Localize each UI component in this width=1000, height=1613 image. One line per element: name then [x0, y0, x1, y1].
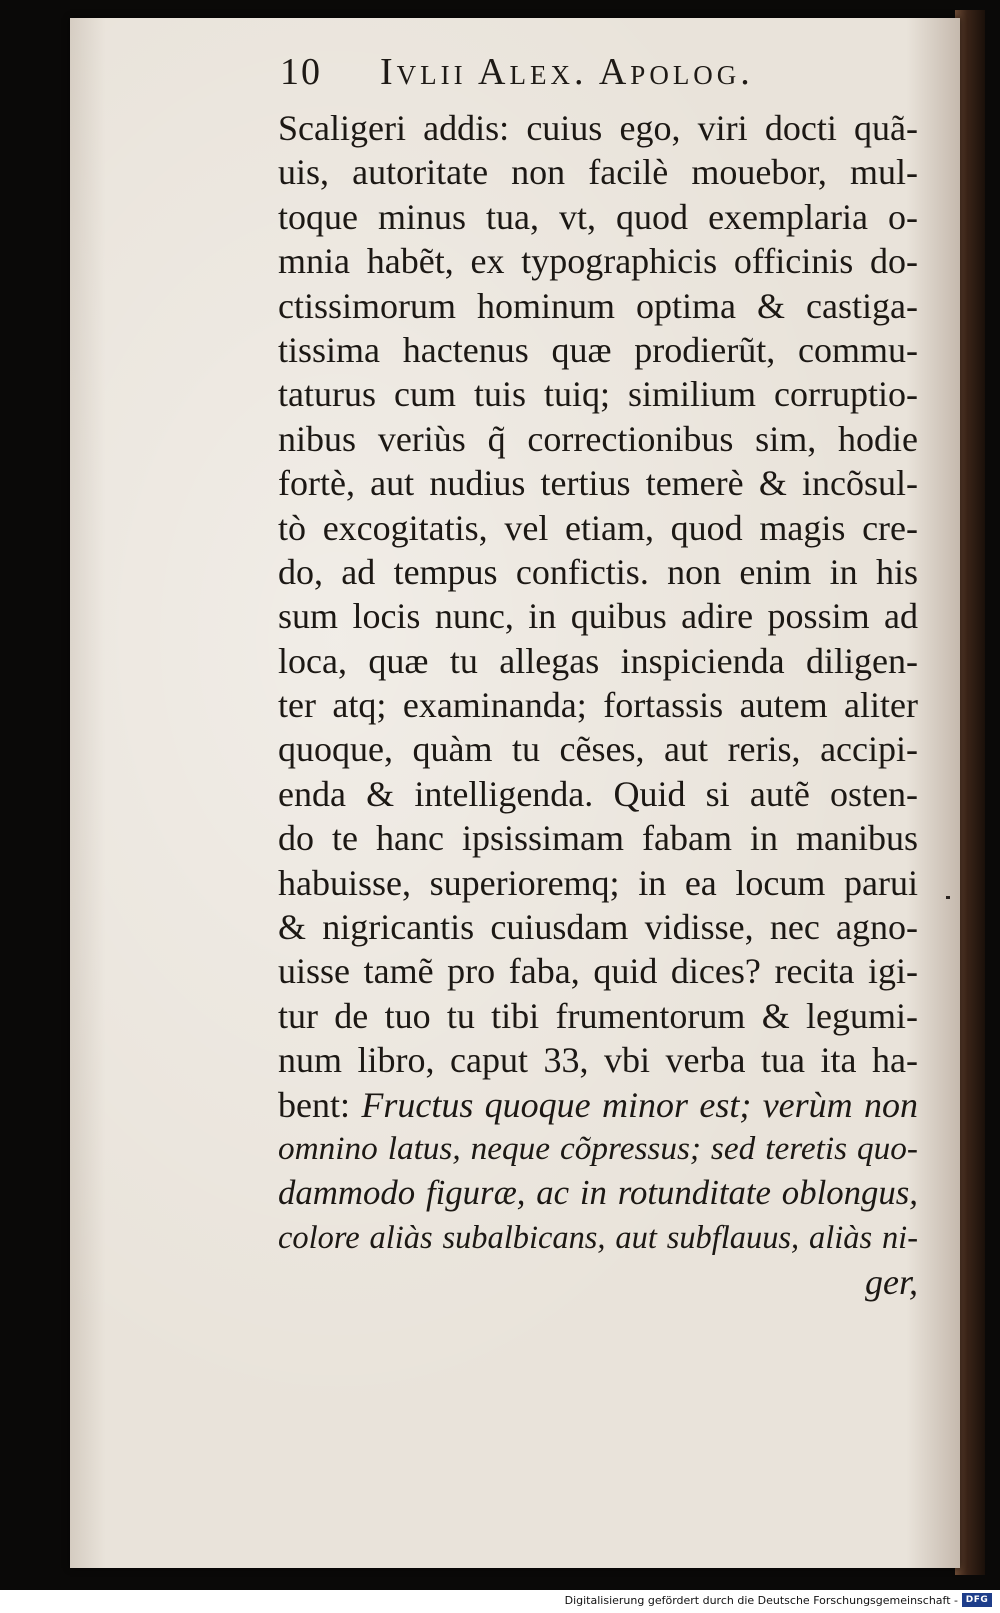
text-line: tò excogitatis, vel etiam, quod magis cre- — [278, 507, 918, 548]
margin-mark — [946, 896, 950, 899]
text-line: colore aliàs subalbicans, aut subflauus, aliàs ni- — [278, 1219, 918, 1256]
text-run: bent: — [278, 1084, 362, 1125]
text-line: sum locis nunc, in quibus adire possim ad — [278, 596, 918, 637]
text-line: loca, quæ tu allegas inspicienda diligen- — [278, 640, 918, 681]
text-line: ter atq; examinanda; fortassis autem aliter — [278, 685, 918, 726]
running-title: Ivlii Alex. Apolog. — [380, 51, 754, 93]
text-line: dammodo figuræ, ac in rotunditate oblongus, — [278, 1173, 918, 1213]
text-line: taturus cum tuis tuiq; similium corruptio- — [278, 374, 918, 415]
text-line: do te hanc ipsissimam fabam in manibus — [278, 818, 918, 859]
text-line: fortè, aut nudius tertius temerè & incõsul- — [278, 463, 918, 504]
text-line: omnino latus, neque cõpressus; sed teretis quo- — [278, 1129, 918, 1167]
text-line: habuisse, superioremq; in ea locum parui — [278, 862, 918, 903]
text-line: Scaligeri addis: cuius ego, viri docti quã- — [278, 108, 918, 148]
text-line — [278, 1083, 918, 1127]
text-line: enda & intelligenda. Quid si autẽ osten- — [278, 773, 918, 814]
text-line: nibus veriùs q̃ correctionibus sim, hodie — [278, 418, 918, 459]
text-line: & nigricantis cuiusdam vidisse, nec agno- — [278, 907, 918, 948]
text-line: toque minus tua, vt, quod exemplaria o- — [278, 196, 918, 237]
text-line: tissima hactenus quæ prodierũt, commu- — [278, 329, 918, 370]
dfg-logo: DFG — [962, 1593, 992, 1607]
text-line: do, ad tempus confictis. non enim in his — [278, 551, 918, 592]
text-line: tur de tuo tu tibi frumentorum & legumi- — [278, 995, 918, 1036]
text-line: quoque, quàm tu cẽses, aut reris, accipi- — [278, 729, 918, 770]
text-line: ger, — [865, 1262, 918, 1303]
text-line: uis, autoritate non facilè mouebor, mul- — [278, 152, 918, 193]
text-line: mnia habẽt, ex typographicis officinis do- — [278, 241, 918, 282]
text-line: uisse tamẽ pro faba, quid dices? recita igi- — [278, 951, 918, 992]
italic-quote-run: Fructus quoque minor est; verùm non — [361, 1084, 919, 1125]
page-number: 10 — [280, 51, 322, 93]
text-line: num libro, caput 33, vbi verba tua ita ha- — [278, 1040, 918, 1081]
text-line: ctissimorum hominum optima & castiga- — [278, 285, 918, 326]
running-head — [280, 50, 880, 100]
body-text — [278, 106, 918, 1305]
funding-credit: Digitalisierung gefördert durch die Deutsche Forschungsgemeinschaft - — [564, 1594, 958, 1607]
